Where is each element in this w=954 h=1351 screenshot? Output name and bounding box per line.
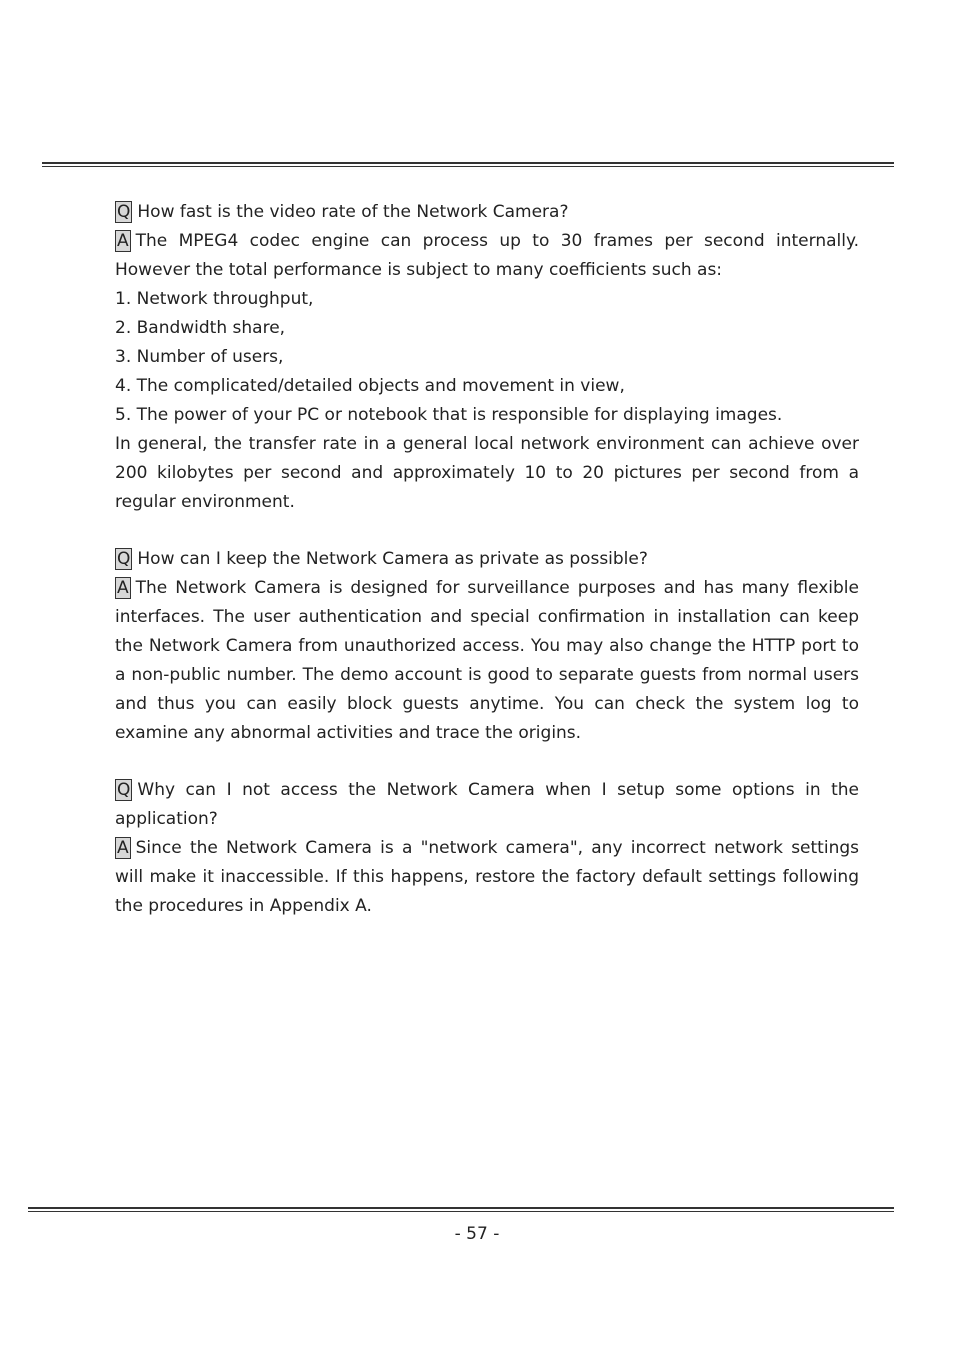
question-1: Q How fast is the video rate of the Network Camera? — [117, 202, 569, 222]
answer-2: A The Network Camera is designed for surveillance purposes and has many flexible interfaces. The user authentication and special confirmation in installation can keep the Network Camera from unauthorized access. You may also change the HTTP port to a non-public number. The demo account is good to separate guests from normal users and thus you can easily block guests anytime. You can check the system log to examine any abnormal activities and trace the origins. — [115, 578, 859, 743]
question-3: Q Why can I not access the Network Camera when I setup some options in the application? — [115, 780, 859, 829]
question-2: Q How can I keep the Network Camera as private as possible? — [117, 549, 648, 569]
list-item: 5. The power of your PC or notebook that is responsible for displaying images. — [115, 405, 783, 425]
a-tag: A — [117, 838, 129, 858]
q-tag: Q — [117, 780, 131, 800]
header-rule — [42, 162, 894, 164]
a-tag: A — [117, 578, 129, 598]
q-tag: Q — [117, 549, 131, 569]
answer-1: A The MPEG4 codec engine can process up to 30 frames per second internally. However the total performance is subject to many coefficients such as: — [115, 231, 859, 280]
list-item: 3. Number of users, — [115, 347, 284, 367]
answer-1-summary: In general, the transfer rate in a general local network environment can achieve over 200 kilobytes per second and approximately 10 to 20 pictures per second from a regular environment. — [115, 434, 859, 512]
a-tag: A — [117, 231, 129, 251]
list-item: 2. Bandwidth share, — [115, 318, 286, 338]
faq-content — [115, 198, 859, 921]
page-number: - 57 - — [454, 1224, 500, 1244]
list-item: 4. The complicated/detailed objects and movement in view, — [115, 376, 625, 396]
list-item: 1. Network throughput, — [115, 289, 314, 309]
answer-3: A Since the Network Camera is a "network camera", any incorrect network settings will make it inaccessible. If this happens, restore the factory default settings following the procedures in Appendix A. — [115, 838, 859, 916]
q-tag: Q — [117, 202, 131, 222]
footer-rule — [28, 1207, 894, 1209]
